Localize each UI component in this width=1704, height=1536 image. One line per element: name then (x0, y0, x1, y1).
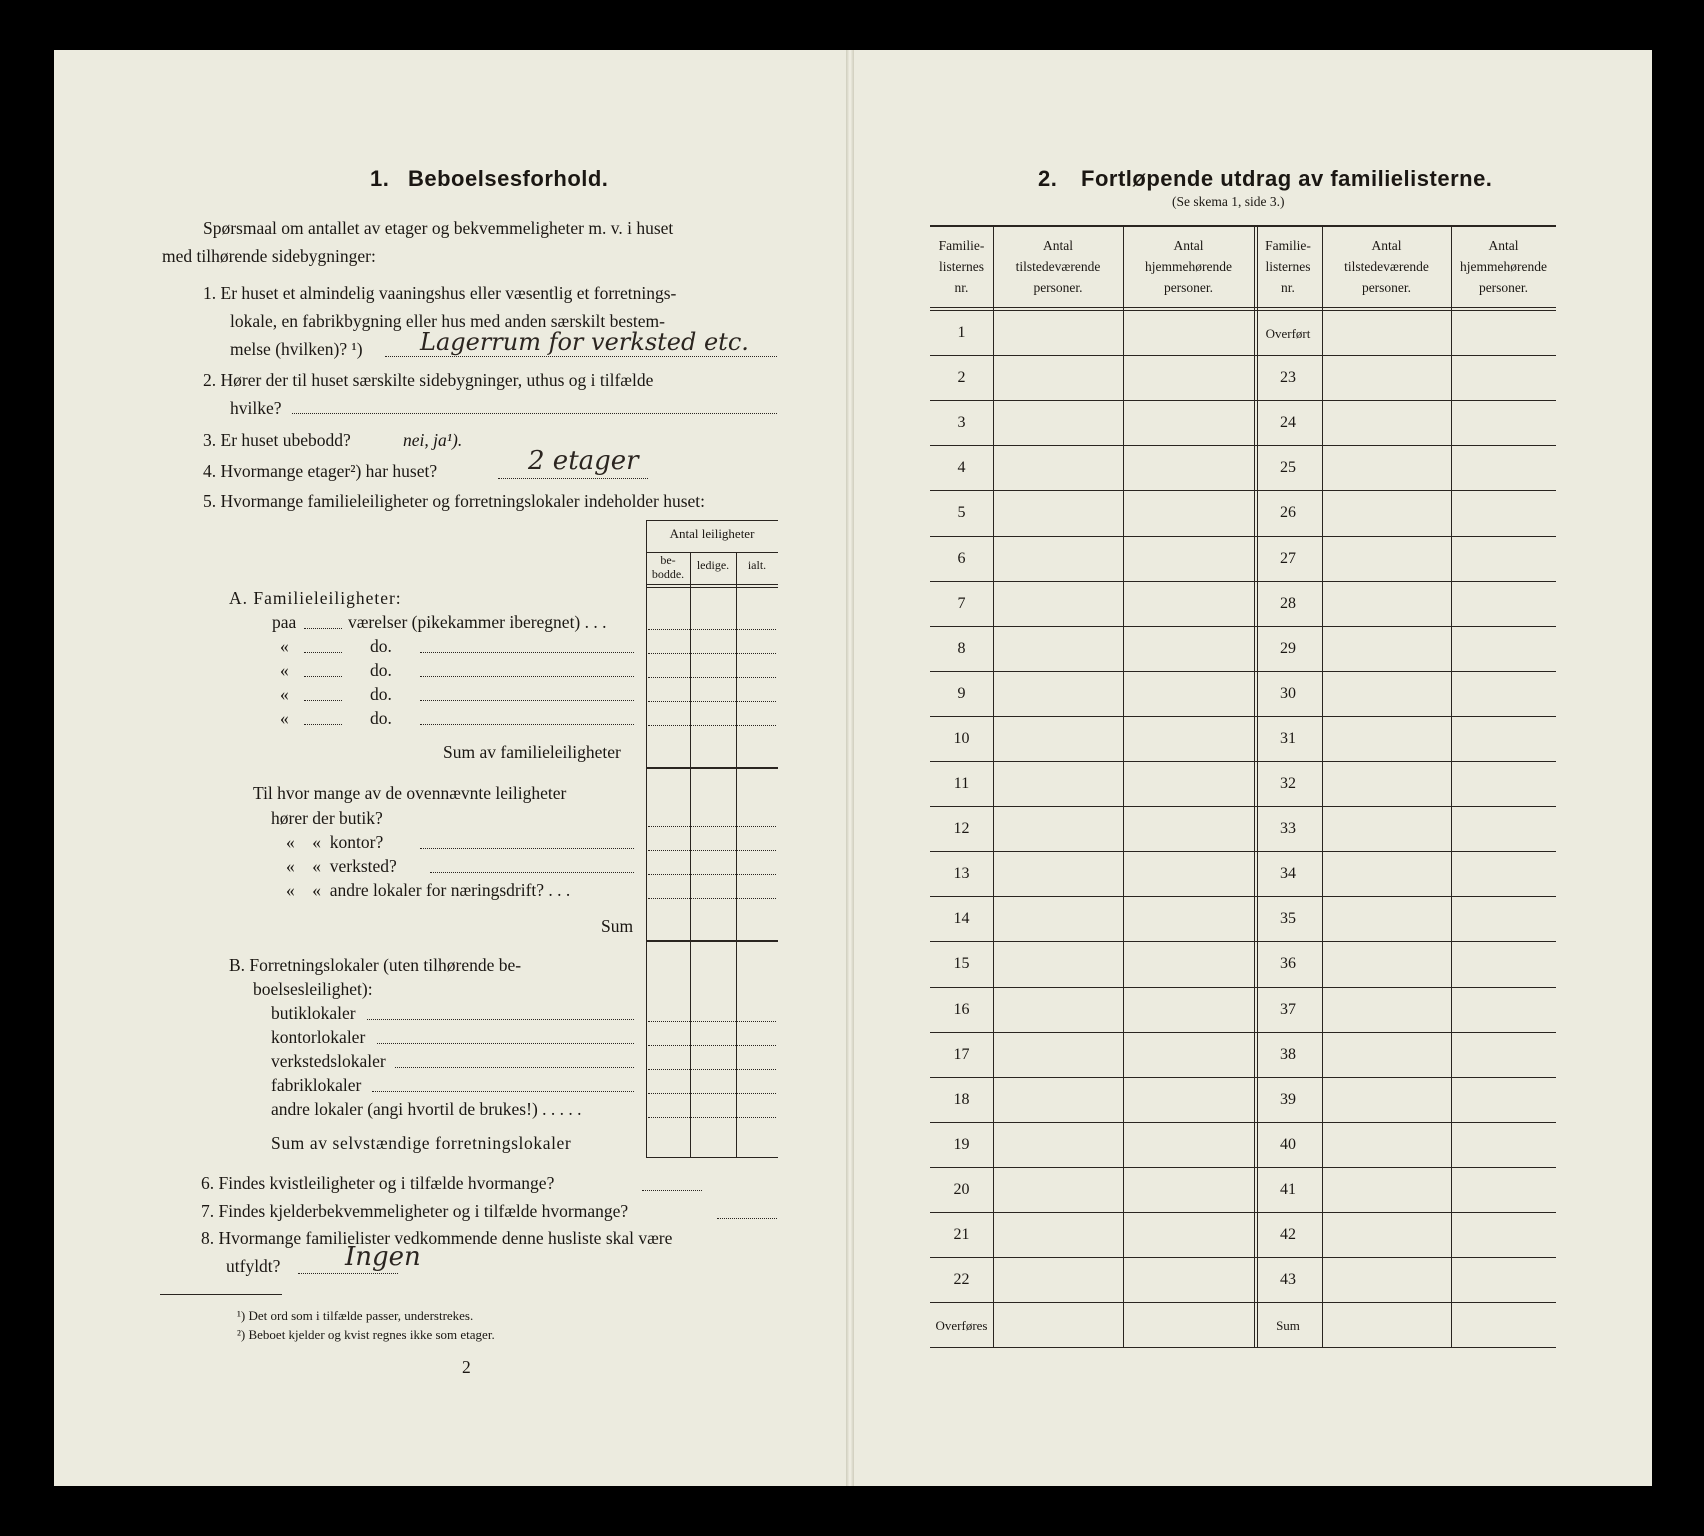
table-row-rule (930, 941, 1556, 942)
A-row-2-mark: « (280, 636, 289, 656)
table-row-number-right: 32 (1280, 775, 1296, 792)
table-row-number: 3 (957, 414, 966, 432)
question-8-line-1: 8. Hvormange familielister vedkommende denne husliste skal være (201, 1228, 673, 1248)
table-row-rule (930, 536, 1556, 537)
table-row-number: 7 (957, 594, 966, 612)
table-row-number-right: 41 (1280, 1180, 1296, 1198)
section-2-number: 2. (1038, 166, 1058, 191)
table-row-rule (930, 1302, 1556, 1303)
A-row-1-prefix: paa (272, 612, 297, 632)
table-row-rule (930, 987, 1556, 988)
table-row-rule (930, 1077, 1556, 1078)
table-row-number-right: 38 (1280, 1045, 1296, 1063)
question-5: 5. Hvormange familieleiligheter og forretningslokaler indeholder huset: (203, 491, 705, 511)
table-col-bebodde: be- bodde. (651, 553, 685, 581)
question-3: 3. Er huset ubebodd? (203, 430, 351, 450)
table-column-line (1322, 225, 1323, 1347)
table-row-rule (930, 355, 1556, 356)
table-footer-sum: Sum (1276, 1318, 1300, 1334)
table-row-rule (930, 896, 1556, 897)
table-header-cell: Familie- listernes nr. (938, 238, 985, 295)
shop-sum: Sum (601, 916, 634, 936)
table-row-number: 21 (953, 1226, 970, 1243)
A-row-5-text: do. (370, 708, 392, 728)
section-A-title: A. Familieleiligheter: (229, 588, 402, 608)
table-row-number: 16 (953, 1000, 970, 1018)
page-number: 2 (462, 1357, 471, 1377)
table-row-number-right: 33 (1280, 820, 1296, 838)
table-row-number-right: 35 (1280, 910, 1296, 928)
intro-line-1: Spørsmaal om antallet av etager og bekvemmeligheter m. v. i huset (203, 218, 674, 238)
table-header-rule-2 (930, 310, 1556, 311)
shop-question-5: « « andre lokaler for næringsdrift? . . . (286, 880, 571, 900)
question-2-line-2: hvilke? (230, 398, 282, 418)
table-column-line (1451, 225, 1452, 1347)
table-row-number-right: 29 (1280, 639, 1296, 657)
question-1-answer: Lagerrum for verksted etc. (420, 328, 749, 356)
section-2-subtitle: (Se skema 1, side 3.) (1172, 194, 1285, 209)
B-row-fabriklokaler: fabriklokaler (271, 1075, 362, 1095)
table-header-rule (930, 307, 1556, 308)
table-row-rule (930, 445, 1556, 446)
table-row-rule (930, 626, 1556, 627)
shop-question-2: hører der butik? (271, 808, 383, 828)
table-row-number-right: 30 (1280, 684, 1296, 702)
table-row-number: 11 (953, 775, 970, 792)
table-row-number-right: 23 (1280, 369, 1296, 387)
A-sum: Sum av familieleiligheter (443, 742, 621, 762)
table-row-number: 22 (953, 1271, 970, 1289)
shop-question-3: « « kontor? (286, 832, 384, 852)
shop-question-1: Til hvor mange av de ovennævnte leiligheter (253, 783, 567, 803)
table-row-rule (930, 581, 1556, 582)
section-B-title-2: boelsesleilighet): (253, 979, 373, 999)
section-1-title: Beboelsesforhold. (408, 166, 609, 191)
table-row-rule (930, 1167, 1556, 1168)
intro-line-2: med tilhørende sidebygninger: (162, 246, 376, 266)
table-row-rule (930, 761, 1556, 762)
table-col-ledige: ledige. (696, 558, 730, 572)
table-row-number-right: 31 (1280, 729, 1296, 747)
table-row-number: 10 (953, 729, 970, 747)
question-1-line-2: lokale, en fabrikbygning eller hus med anden særskilt bestem- (230, 311, 665, 331)
table-row-rule (930, 1347, 1556, 1348)
table-column-line (1123, 225, 1124, 1347)
table-header-cell: Antal tilstedeværende personer. (1344, 238, 1429, 295)
B-row-verkstedslokaler: verkstedslokaler (271, 1051, 386, 1071)
footnote-2: ²) Beboet kjelder og kvist regnes ikke som etager. (237, 1327, 495, 1342)
section-2-title: Fortløpende utdrag av familielisterne. (1081, 166, 1493, 191)
table-row-rule (930, 716, 1556, 717)
B-row-andre-lokaler: andre lokaler (angi hvortil de brukes!) . . . . . (271, 1099, 582, 1119)
A-row-3-text: do. (370, 660, 392, 680)
table-row-rule (930, 400, 1556, 401)
table-header-cell: Familie- listernes nr. (1265, 238, 1311, 295)
table-row-rule (930, 806, 1556, 807)
table-row-number: 5 (957, 504, 966, 522)
table-row-number: 2 (957, 369, 966, 387)
table-row-number: 9 (957, 684, 966, 702)
table-row-number: 8 (957, 639, 966, 657)
table-column-line (993, 225, 994, 1347)
table-row-rule (930, 851, 1556, 852)
table-row-number-right: 39 (1280, 1090, 1296, 1108)
A-row-1-text: værelser (pikekammer iberegnet) . . . (348, 612, 607, 632)
table-row-rule (930, 1122, 1556, 1123)
table-footer-overfores: Overføres (935, 1318, 988, 1334)
table-row-number-right: 27 (1280, 549, 1296, 567)
table-row-number-right: 34 (1280, 865, 1296, 883)
shop-question-4: « « verksted? (286, 856, 397, 876)
table-row-number: 19 (953, 1135, 970, 1153)
table-row-number-right: 37 (1280, 1000, 1296, 1018)
table-row-rule (930, 671, 1556, 672)
table-row-number: 6 (957, 549, 966, 567)
table-row-number-right: 43 (1280, 1271, 1296, 1289)
table-row-number: 14 (953, 910, 970, 928)
question-4: 4. Hvormange etager²) har huset? (203, 461, 438, 481)
A-row-5-mark: « (280, 708, 289, 728)
question-7: 7. Findes kjelderbekvemmeligheter og i tilfælde hvormange? (201, 1201, 629, 1221)
question-8-line-2: utfyldt? (226, 1256, 281, 1276)
question-6: 6. Findes kvistleiligheter og i tilfælde hvormange? (201, 1173, 555, 1193)
B-sum: Sum av selvstændige forretningslokaler (271, 1133, 572, 1153)
table-row-number: 20 (953, 1180, 970, 1198)
table-row-number: 12 (953, 820, 970, 838)
question-2-answer-line (292, 413, 777, 414)
question-3-options: nei, ja¹). (403, 430, 463, 450)
footnote-rule (160, 1294, 282, 1295)
table-row-number: 13 (953, 865, 970, 883)
table-row-rule (930, 1212, 1556, 1213)
section-1-number: 1. (370, 166, 390, 191)
footnote-1: ¹) Det ord som i tilfælde passer, understrekes. (237, 1308, 474, 1323)
B-row-butiklokaler: butiklokaler (271, 1003, 356, 1023)
A-row-4-mark: « (280, 684, 289, 704)
table-row-number-right: 36 (1280, 955, 1296, 973)
section-B-title-1: B. Forretningslokaler (uten tilhørende be- (229, 955, 522, 975)
table-row-number-right: 28 (1280, 594, 1296, 612)
table-header-cell: Antal tilstedeværende personer. (1015, 238, 1101, 295)
table-row-number-right: 26 (1280, 504, 1296, 522)
table-row-rule (930, 1257, 1556, 1258)
table-row-number-right: 40 (1280, 1135, 1296, 1153)
question-1-answer-line (385, 356, 777, 357)
B-row-kontorlokaler: kontorlokaler (271, 1027, 366, 1047)
table-group-header: Antal leiligheter (669, 526, 755, 541)
table-header-cell: Antal hjemmehørende personer. (1145, 238, 1232, 295)
question-8-answer: Ingen (345, 1242, 421, 1272)
question-4-answer-line (498, 478, 648, 479)
A-row-4-text: do. (370, 684, 392, 704)
page-fold (846, 50, 854, 1486)
A-row-2-text: do. (370, 636, 392, 656)
A-row-3-mark: « (280, 660, 289, 680)
question-4-answer: 2 etager (528, 446, 639, 476)
table-row-number-right: 25 (1280, 459, 1296, 477)
table-top-rule (930, 225, 1556, 227)
table-col-ialt: ialt. (747, 558, 767, 572)
table-row-number: 4 (957, 459, 966, 477)
table-row-number: 18 (953, 1090, 970, 1108)
table-header-cell: Antal hjemmehørende personer. (1460, 238, 1547, 295)
table-row-number: 1 (957, 324, 966, 341)
table-row-number-right: 24 (1280, 414, 1296, 432)
question-1-line-3: melse (hvilken)? ¹) (230, 339, 363, 359)
table-row-number: 15 (953, 955, 970, 973)
table-row-number-right: Overført (1265, 326, 1311, 341)
table-row-number-right: 42 (1280, 1226, 1296, 1243)
table-row-rule (930, 1032, 1556, 1033)
table-row-rule (930, 490, 1556, 491)
question-1-line-1: 1. Er huset et almindelig vaaningshus eller væsentlig et forretnings- (203, 283, 677, 303)
table-row-number: 17 (953, 1045, 970, 1063)
question-2-line-1: 2. Hører der til huset særskilte sidebygninger, uthus og i tilfælde (203, 370, 654, 390)
